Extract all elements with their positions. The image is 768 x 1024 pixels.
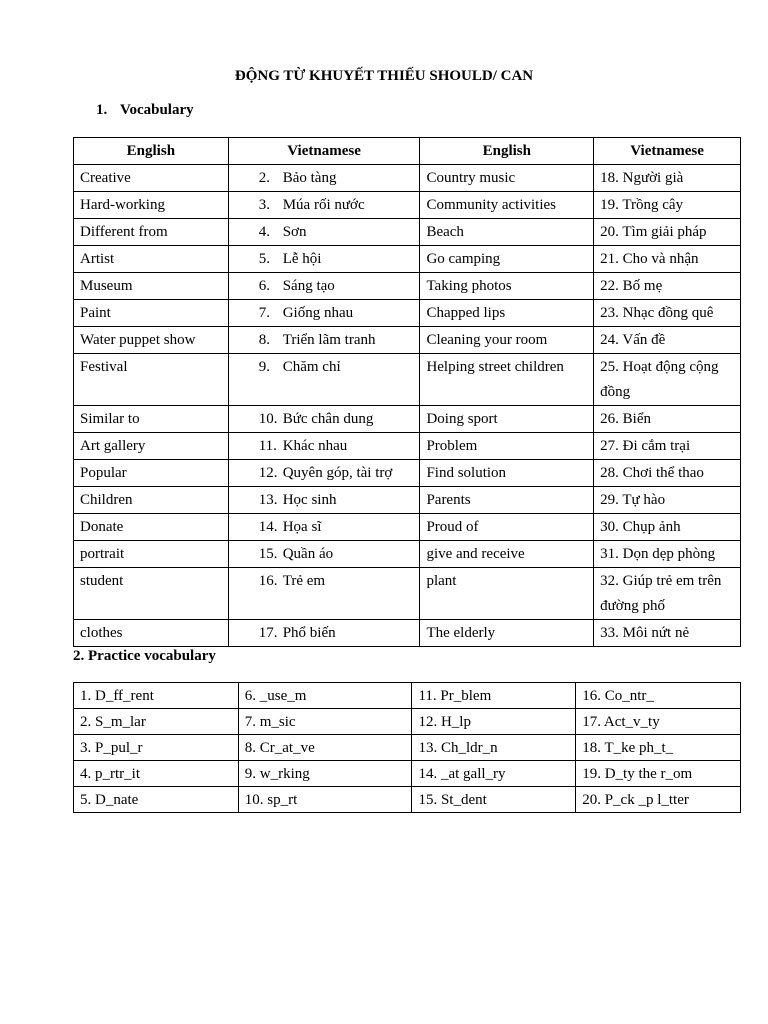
list-number: 9. xyxy=(258,359,270,375)
practice-item-cell: 6. _use_m xyxy=(238,683,412,709)
table-row xyxy=(74,568,741,620)
english-word-cell: The elderly xyxy=(420,620,594,647)
practice-item-cell: 1. D_ff_rent xyxy=(74,683,239,709)
vietnamese-word: Múa rối nước xyxy=(282,197,365,213)
vietnamese-word-cell: 23. Nhạc đồng quê xyxy=(594,300,741,327)
english-word-cell: Doing sport xyxy=(420,406,594,433)
section-number: 1. xyxy=(96,102,108,118)
list-number: 7. xyxy=(258,305,270,321)
vietnamese-word: Sơn xyxy=(282,224,307,240)
list-number: 5. xyxy=(258,251,270,267)
english-word-cell: Helping street children xyxy=(420,354,594,406)
vietnamese-word-cell xyxy=(228,354,420,406)
english-word-cell: give and receive xyxy=(420,541,594,568)
page-title: ĐỘNG TỪ KHUYẾT THIẾU SHOULD/ CAN xyxy=(234,68,534,84)
table-row xyxy=(74,514,741,541)
table-row xyxy=(74,219,741,246)
english-word-cell: Proud of xyxy=(420,514,594,541)
practice-item-cell: 8. Cr_at_ve xyxy=(238,735,412,761)
list-number: 17. xyxy=(258,625,278,641)
vietnamese-word-cell xyxy=(228,165,420,192)
english-word-cell: Chapped lips xyxy=(420,300,594,327)
section-heading-vocabulary xyxy=(96,102,194,119)
english-word-cell: Country music xyxy=(420,165,594,192)
vietnamese-word-cell xyxy=(228,192,420,219)
english-word-cell: Art gallery xyxy=(74,433,229,460)
table-row xyxy=(74,787,741,813)
vietnamese-word-cell xyxy=(228,406,420,433)
list-number: 11. xyxy=(258,438,277,454)
english-word-cell: Creative xyxy=(74,165,229,192)
english-word-cell: Artist xyxy=(74,246,229,273)
practice-item-cell: 3. P_pul_r xyxy=(74,735,239,761)
table-row xyxy=(74,192,741,219)
practice-item-cell: 2. S_m_lar xyxy=(74,709,239,735)
english-word-cell: Donate xyxy=(74,514,229,541)
english-word-cell: Find solution xyxy=(420,460,594,487)
practice-item-cell: 16. Co_ntr_ xyxy=(576,683,741,709)
table-row xyxy=(74,541,741,568)
english-word-cell: plant xyxy=(420,568,594,620)
list-number: 15. xyxy=(258,546,278,562)
vietnamese-word-cell: 25. Hoạt động cộng đồng xyxy=(594,354,741,406)
practice-item-cell: 18. T_ke ph_t_ xyxy=(576,735,741,761)
vietnamese-word-cell xyxy=(228,460,420,487)
english-word-cell: Festival xyxy=(74,354,229,406)
vietnamese-word-cell: 19. Trồng cây xyxy=(594,192,741,219)
english-word-cell: Taking photos xyxy=(420,273,594,300)
practice-item-cell: 15. St_dent xyxy=(412,787,576,813)
table-row xyxy=(74,460,741,487)
table-row xyxy=(74,620,741,647)
english-word-cell: Problem xyxy=(420,433,594,460)
vietnamese-word: Phổ biến xyxy=(282,625,336,641)
vietnamese-word-cell xyxy=(228,514,420,541)
vietnamese-word-cell: 30. Chụp ảnh xyxy=(594,514,741,541)
list-number: 12. xyxy=(258,465,278,481)
english-word-cell: clothes xyxy=(74,620,229,647)
vietnamese-word-cell xyxy=(228,327,420,354)
vietnamese-word-cell xyxy=(228,620,420,647)
english-word-cell: Go camping xyxy=(420,246,594,273)
english-word-cell: Popular xyxy=(74,460,229,487)
vietnamese-word: Học sinh xyxy=(282,492,337,508)
column-header-english: English xyxy=(74,138,229,165)
practice-item-cell: 7. m_sic xyxy=(238,709,412,735)
practice-item-cell: 4. p_rtr_it xyxy=(74,761,239,787)
table-row xyxy=(74,735,741,761)
english-word-cell: Paint xyxy=(74,300,229,327)
english-word-cell: portrait xyxy=(74,541,229,568)
vietnamese-word-cell: 18. Người già xyxy=(594,165,741,192)
vietnamese-word-cell xyxy=(228,273,420,300)
section-heading-practice: 2. Practice vocabulary xyxy=(73,648,216,664)
vietnamese-word-cell: 26. Biển xyxy=(594,406,741,433)
vietnamese-word-cell: 33. Môi nứt nẻ xyxy=(594,620,741,647)
vietnamese-word-cell: 20. Tìm giải pháp xyxy=(594,219,741,246)
list-number: 16. xyxy=(258,573,278,589)
table-row xyxy=(74,273,741,300)
practice-item-cell: 12. H_lp xyxy=(412,709,576,735)
vietnamese-word: Bảo tàng xyxy=(282,170,337,186)
list-number: 3. xyxy=(258,197,270,213)
vietnamese-word: Bức chân dung xyxy=(282,411,374,427)
vietnamese-word-cell: 32. Giúp trẻ em trên đường phố xyxy=(594,568,741,620)
list-number: 4. xyxy=(258,224,270,240)
practice-item-cell: 10. sp_rt xyxy=(238,787,412,813)
table-row xyxy=(74,761,741,787)
english-word-cell: Community activities xyxy=(420,192,594,219)
practice-table xyxy=(73,682,741,813)
vietnamese-word-cell: 21. Cho và nhận xyxy=(594,246,741,273)
vietnamese-word-cell: 31. Dọn dẹp phòng xyxy=(594,541,741,568)
vietnamese-word: Quyên góp, tài trợ xyxy=(282,465,393,481)
list-number: 2. xyxy=(258,170,270,186)
practice-item-cell: 20. P_ck _p l_tter xyxy=(576,787,741,813)
list-number: 10. xyxy=(258,411,278,427)
column-header-vietnamese: Vietnamese xyxy=(228,138,420,165)
vietnamese-word: Giống nhau xyxy=(282,305,354,321)
table-row xyxy=(74,487,741,514)
practice-item-cell: 9. w_rking xyxy=(238,761,412,787)
table-row xyxy=(74,433,741,460)
column-header-vietnamese: Vietnamese xyxy=(594,138,741,165)
table-header-row xyxy=(74,138,741,165)
english-word-cell: Different from xyxy=(74,219,229,246)
vietnamese-word-cell xyxy=(228,246,420,273)
vietnamese-word-cell xyxy=(228,541,420,568)
english-word-cell: Similar to xyxy=(74,406,229,433)
table-row xyxy=(74,683,741,709)
practice-item-cell: 5. D_nate xyxy=(74,787,239,813)
list-number: 13. xyxy=(258,492,278,508)
practice-item-cell: 17. Act_v_ty xyxy=(576,709,741,735)
list-number: 14. xyxy=(258,519,278,535)
vietnamese-word-cell: 22. Bố mẹ xyxy=(594,273,741,300)
table-row xyxy=(74,709,741,735)
english-word-cell: student xyxy=(74,568,229,620)
list-number: 8. xyxy=(258,332,270,348)
english-word-cell: Beach xyxy=(420,219,594,246)
vietnamese-word-cell: 28. Chơi thể thao xyxy=(594,460,741,487)
vietnamese-word: Triển lãm tranh xyxy=(282,332,376,348)
table-row xyxy=(74,300,741,327)
practice-item-cell: 13. Ch_ldr_n xyxy=(412,735,576,761)
english-word-cell: Hard-working xyxy=(74,192,229,219)
english-word-cell: Museum xyxy=(74,273,229,300)
practice-item-cell: 11. Pr_blem xyxy=(412,683,576,709)
english-word-cell: Parents xyxy=(420,487,594,514)
section-heading-text: Vocabulary xyxy=(120,102,194,118)
practice-item-cell: 19. D_ty the r_om xyxy=(576,761,741,787)
english-word-cell: Cleaning your room xyxy=(420,327,594,354)
vietnamese-word: Quần áo xyxy=(282,546,334,562)
column-header-english: English xyxy=(420,138,594,165)
vietnamese-word: Khác nhau xyxy=(282,438,348,454)
vietnamese-word-cell: 29. Tự hào xyxy=(594,487,741,514)
vocabulary-table xyxy=(73,137,741,647)
vietnamese-word: Lễ hội xyxy=(282,251,322,267)
table-row xyxy=(74,354,741,406)
vietnamese-word-cell: 24. Vấn đề xyxy=(594,327,741,354)
vietnamese-word-cell xyxy=(228,300,420,327)
vietnamese-word-cell: 27. Đi cắm trại xyxy=(594,433,741,460)
practice-item-cell: 14. _at gall_ry xyxy=(412,761,576,787)
vietnamese-word-cell xyxy=(228,433,420,460)
list-number: 6. xyxy=(258,278,270,294)
vietnamese-word: Sáng tạo xyxy=(282,278,335,294)
english-word-cell: Children xyxy=(74,487,229,514)
vietnamese-word: Họa sĩ xyxy=(282,519,322,535)
vietnamese-word-cell xyxy=(228,487,420,514)
table-row xyxy=(74,406,741,433)
table-row xyxy=(74,327,741,354)
table-row xyxy=(74,246,741,273)
vietnamese-word-cell xyxy=(228,568,420,620)
english-word-cell: Water puppet show xyxy=(74,327,229,354)
table-row xyxy=(74,165,741,192)
vietnamese-word: Chăm chỉ xyxy=(282,359,341,375)
vietnamese-word: Trẻ em xyxy=(282,573,326,589)
vietnamese-word-cell xyxy=(228,219,420,246)
